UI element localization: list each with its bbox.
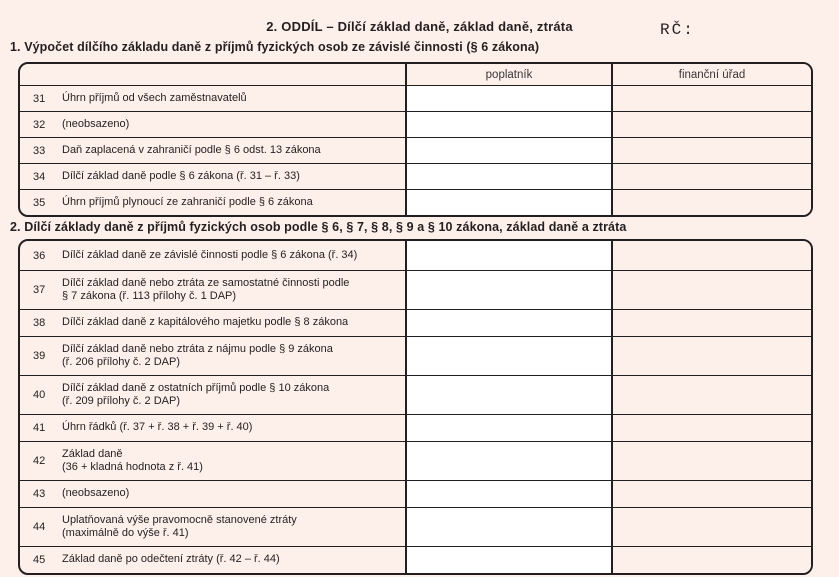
cell-40-poplatnik[interactable] (405, 376, 613, 414)
cell-43-financni-urad (613, 481, 811, 507)
table1-header-label-spacer (20, 64, 405, 85)
row-41 (20, 414, 811, 441)
row-37 (20, 270, 811, 309)
cell-32-poplatnik[interactable] (405, 112, 613, 137)
row-label: Dílčí základ daně ze závislé činnosti podle § 6 zákona (ř. 34) (62, 248, 358, 261)
row-label-line2: (maximálně do výše ř. 41) (62, 527, 189, 539)
table1-header-row (20, 64, 811, 85)
page-title: 2. ODDÍL – Dílčí základ daně, základ daně, ztráta (266, 19, 573, 34)
section1-heading: 1. Výpočet dílčího základu daně z příjmů fyzických osob ze závislé činnosti (§ 6 zákona) (10, 40, 540, 54)
row-number: 44 (33, 521, 46, 533)
row-number: 34 (33, 170, 46, 183)
row-number: 45 (33, 554, 46, 566)
cell-35-poplatnik[interactable] (405, 190, 613, 215)
row-number: 36 (33, 249, 46, 262)
row-label: (neobsazeno) (62, 117, 130, 130)
cell-42-poplatnik[interactable] (405, 442, 613, 480)
section2-table (18, 239, 813, 575)
cell-45-poplatnik[interactable] (405, 547, 613, 573)
row-label: Uplatňovaná výše pravomocně stanovené ztráty (62, 513, 297, 526)
row-number: 41 (33, 422, 46, 434)
row-45 (20, 546, 811, 573)
row-number: 43 (33, 488, 46, 500)
section2-heading: 2. Dílčí základy daně z příjmů fyzických osob podle § 6, § 7, § 8, § 9 a § 10 zákona, základ daně a ztráta (10, 220, 627, 234)
cell-37-poplatnik[interactable] (405, 271, 613, 309)
cell-40-financni-urad (613, 376, 811, 414)
row-number: 33 (33, 144, 46, 157)
row-number: 40 (33, 389, 46, 401)
cell-33-poplatnik[interactable] (405, 138, 613, 163)
cell-38-financni-urad (613, 310, 811, 336)
cell-36-financni-urad (613, 241, 811, 270)
cell-39-poplatnik[interactable] (405, 337, 613, 375)
row-label: Dílčí základ daně z ostatních příjmů podle § 10 zákona (62, 381, 330, 394)
row-43 (20, 480, 811, 507)
cell-32-financni-urad (613, 112, 811, 137)
column-header-poplatnik: poplatník (405, 64, 613, 85)
row-label: Dílčí základ daně nebo ztráta z nájmu podle § 9 zákona (62, 342, 333, 355)
row-35 (20, 189, 811, 215)
row-33 (20, 137, 811, 163)
row-label: Daň zaplacená v zahraničí podle § 6 odst. 13 zákona (62, 143, 321, 156)
row-label: Základ daně (62, 447, 123, 460)
rc-label: RČ: (660, 21, 695, 39)
cell-34-financni-urad (613, 164, 811, 189)
row-number: 31 (33, 92, 46, 105)
row-label-line2: (ř. 206 přílohy č. 2 DAP) (62, 356, 180, 368)
row-44 (20, 507, 811, 546)
cell-36-poplatnik[interactable] (405, 241, 613, 270)
cell-44-financni-urad (613, 508, 811, 546)
cell-41-poplatnik[interactable] (405, 415, 613, 441)
row-label: Úhrn příjmů od všech zaměstnavatelů (62, 91, 247, 104)
row-number: 37 (33, 284, 46, 296)
row-32 (20, 111, 811, 137)
cell-43-poplatnik[interactable] (405, 481, 613, 507)
row-label-line2: (ř. 209 přílohy č. 2 DAP) (62, 395, 180, 407)
cell-31-poplatnik[interactable] (405, 86, 613, 111)
cell-45-financni-urad (613, 547, 811, 573)
cell-31-financni-urad (613, 86, 811, 111)
row-36 (20, 241, 811, 270)
row-label-line2: § 7 zákona (ř. 113 přílohy č. 1 DAP) (62, 290, 237, 302)
row-number: 39 (33, 350, 46, 362)
row-label: Úhrn příjmů plynoucí ze zahraničí podle § 6 zákona (62, 195, 313, 208)
row-label: Základ daně po odečtení ztráty (ř. 42 – ř. 44) (62, 553, 280, 566)
row-label: Dílčí základ daně z kapitálového majetku podle § 8 zákona (62, 316, 349, 329)
cell-44-poplatnik[interactable] (405, 508, 613, 546)
row-number: 38 (33, 317, 46, 329)
row-38 (20, 309, 811, 336)
row-label: Úhrn řádků (ř. 37 + ř. 38 + ř. 39 + ř. 40) (62, 421, 253, 434)
row-number: 35 (33, 196, 46, 209)
cell-39-financni-urad (613, 337, 811, 375)
cell-41-financni-urad (613, 415, 811, 441)
cell-34-poplatnik[interactable] (405, 164, 613, 189)
section1-table (18, 62, 813, 217)
column-header-financni-urad: finanční úřad (613, 64, 811, 85)
cell-33-financni-urad (613, 138, 811, 163)
row-label-line2: (36 + kladná hodnota z ř. 41) (62, 461, 203, 473)
row-40 (20, 375, 811, 414)
row-34 (20, 163, 811, 189)
row-number: 42 (33, 455, 46, 467)
row-number: 32 (33, 118, 46, 131)
row-label: Dílčí základ daně nebo ztráta ze samostatné činnosti podle (62, 276, 350, 289)
row-39 (20, 336, 811, 375)
row-label: (neobsazeno) (62, 487, 130, 500)
cell-42-financni-urad (613, 442, 811, 480)
cell-37-financni-urad (613, 271, 811, 309)
row-label: Dílčí základ daně podle § 6 zákona (ř. 31 – ř. 33) (62, 169, 300, 182)
row-42 (20, 441, 811, 480)
cell-35-financni-urad (613, 190, 811, 215)
row-31 (20, 85, 811, 111)
cell-38-poplatnik[interactable] (405, 310, 613, 336)
